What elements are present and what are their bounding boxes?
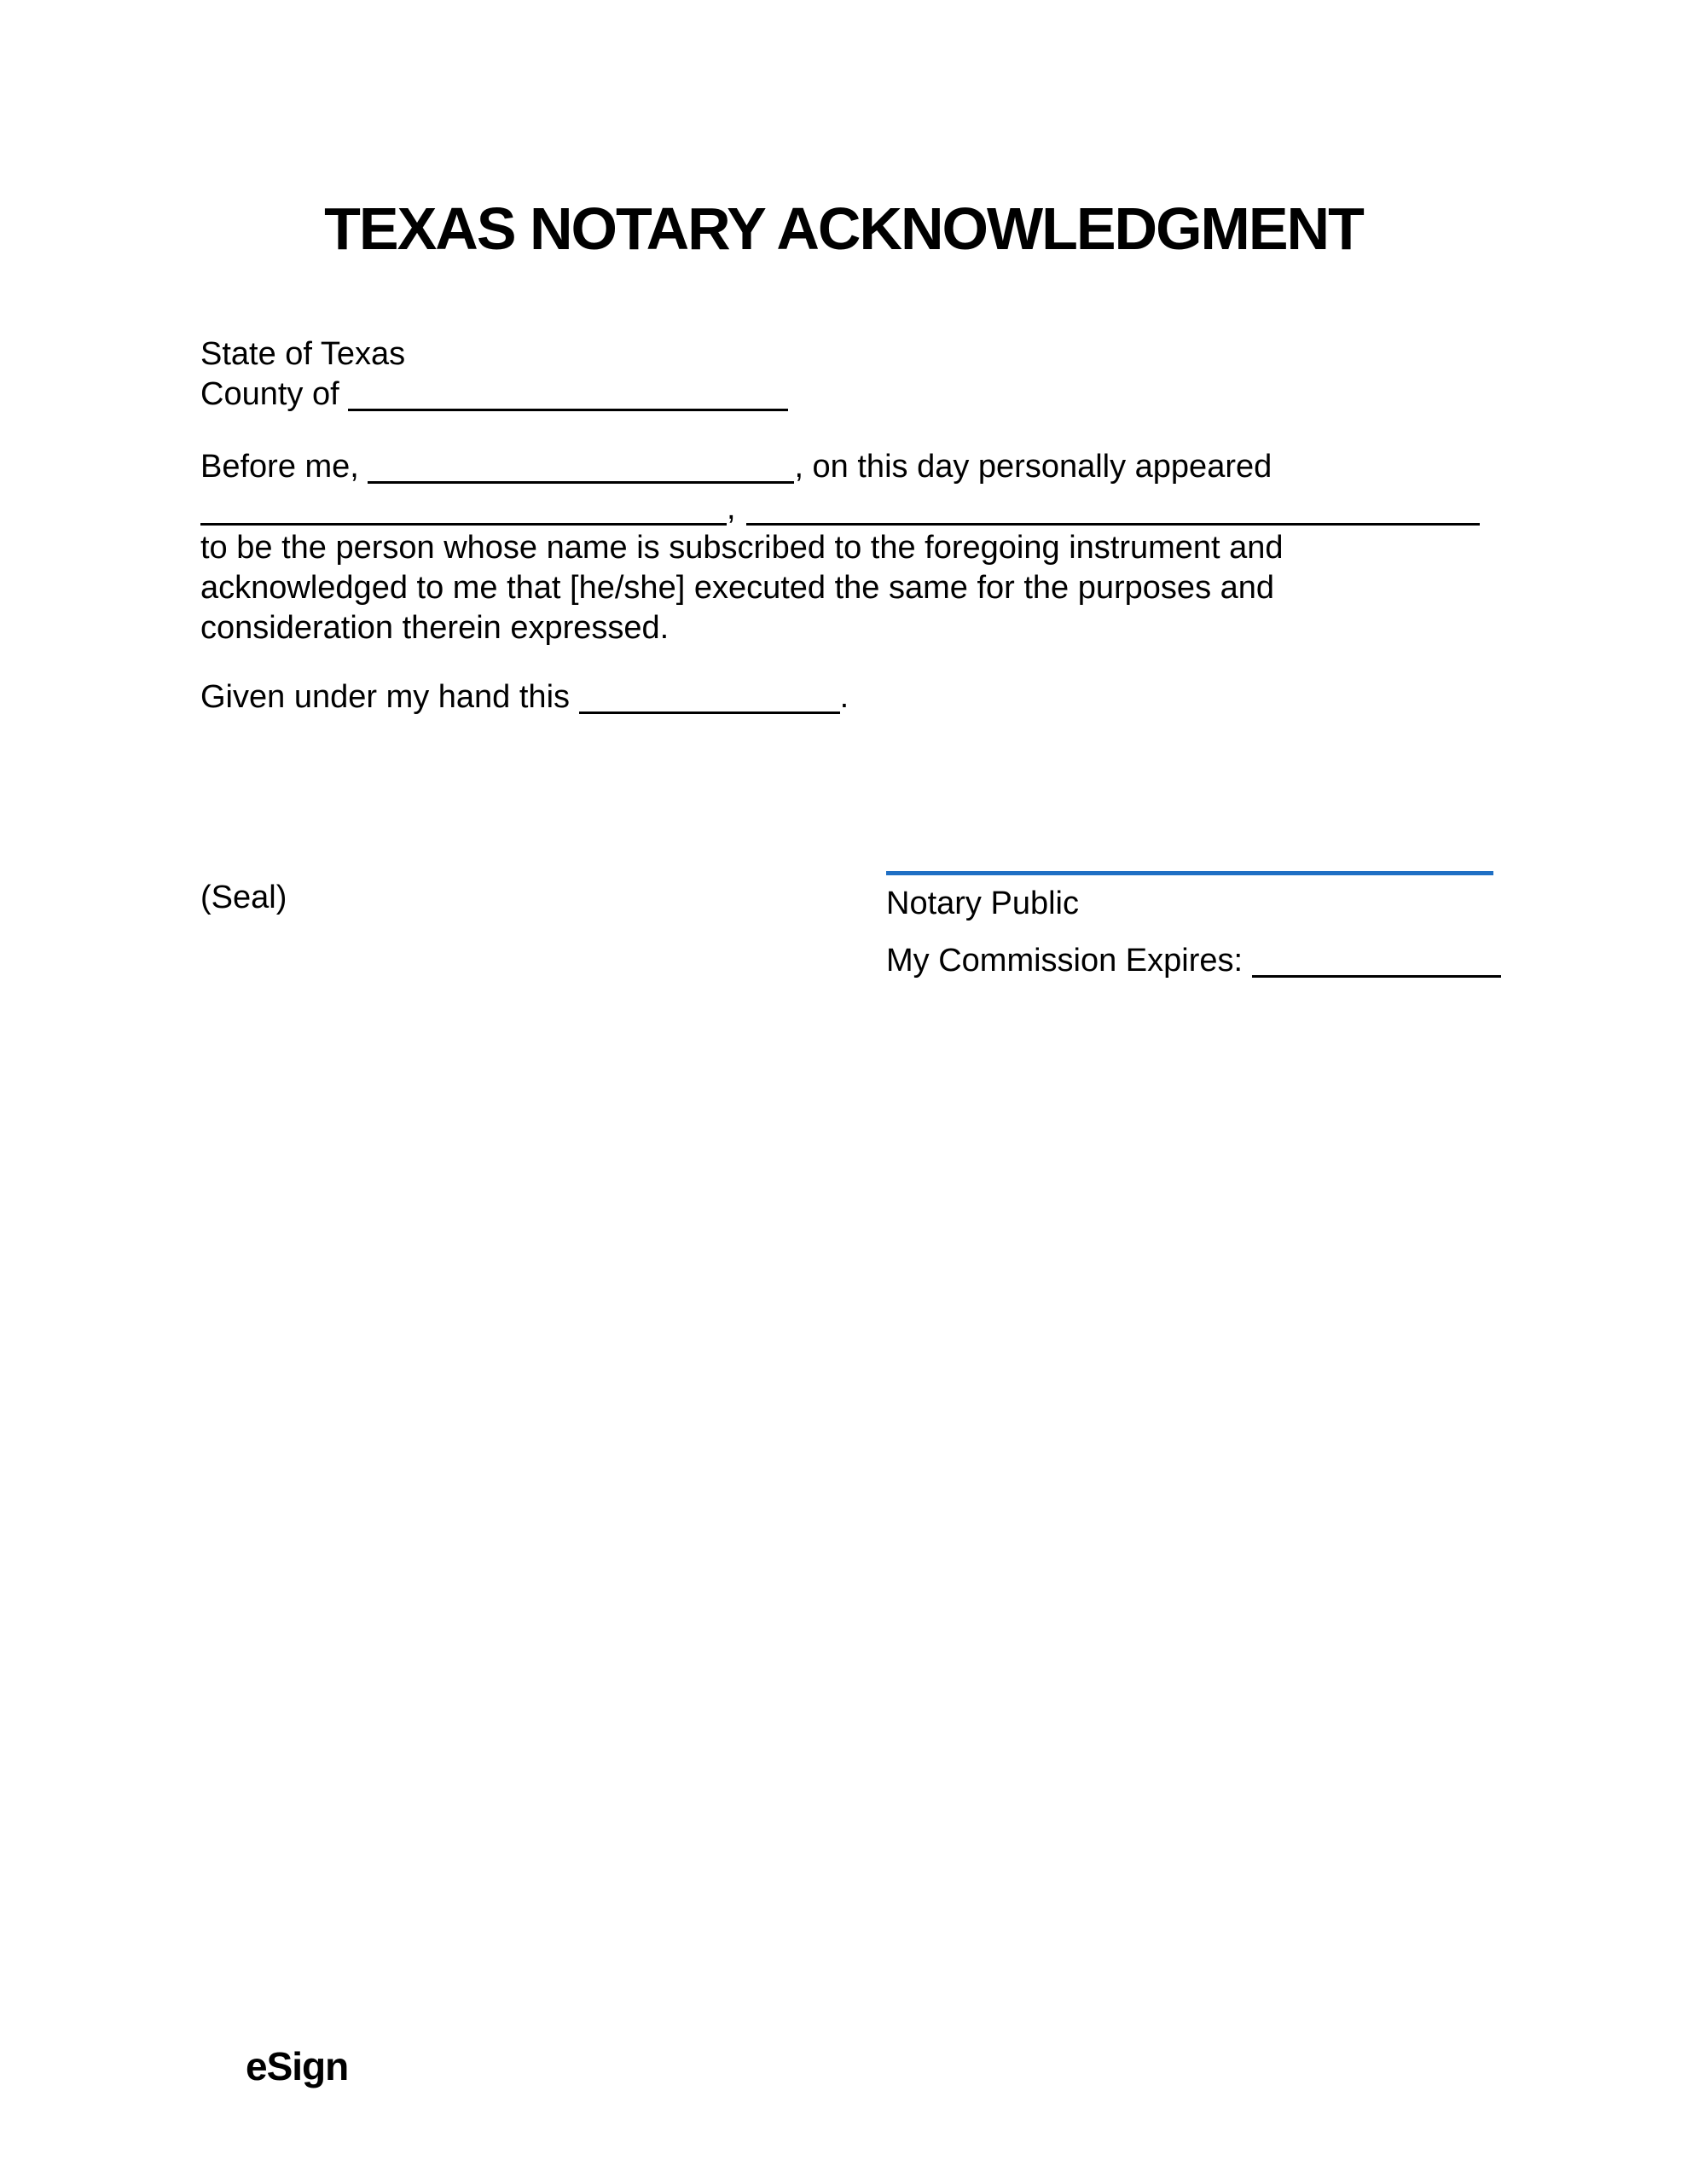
appeared-names-line [200,489,1480,529]
county-label: County of [200,376,339,412]
appeared-second-field-blank[interactable] [746,523,1480,526]
notary-public-label: Notary Public [886,886,1079,921]
state-line: State of Texas [200,336,406,372]
commission-expires-line [886,941,1501,981]
paragraph-line-1: to be the person whose name is subscribed to the foregoing instrument and [200,530,1284,566]
before-me-prefix: Before me, [200,449,359,485]
county-line [200,375,788,415]
appeared-separator: , [727,491,736,526]
paragraph-line-3: consideration therein expressed. [200,610,670,646]
commission-date-field-blank[interactable] [1252,975,1501,978]
seal-label: (Seal) [200,880,287,915]
page-title: TEXAS NOTARY ACKNOWLEDGMENT [324,195,1363,262]
paragraph-line-2: acknowledged to me that [he/she] executed the same for the purposes and [200,570,1275,606]
appeared-name-field-blank[interactable] [200,523,727,526]
county-field-blank[interactable] [348,409,788,411]
given-prefix: Given under my hand this [200,679,571,715]
notary-signature-block [886,871,1501,981]
venue-block [200,334,788,415]
notary-name-field-blank[interactable] [368,481,794,484]
before-me-line [200,447,1272,487]
acknowledgment-paragraph [200,528,1284,648]
commission-expires-label: My Commission Expires: [886,943,1244,979]
before-me-suffix: , on this day personally appeared [794,449,1272,485]
notary-signature-line[interactable] [886,871,1493,875]
given-suffix: . [839,679,849,715]
esign-logo: eSign [246,2044,349,2088]
given-date-line [200,677,849,717]
given-date-field-blank[interactable] [579,712,840,714]
